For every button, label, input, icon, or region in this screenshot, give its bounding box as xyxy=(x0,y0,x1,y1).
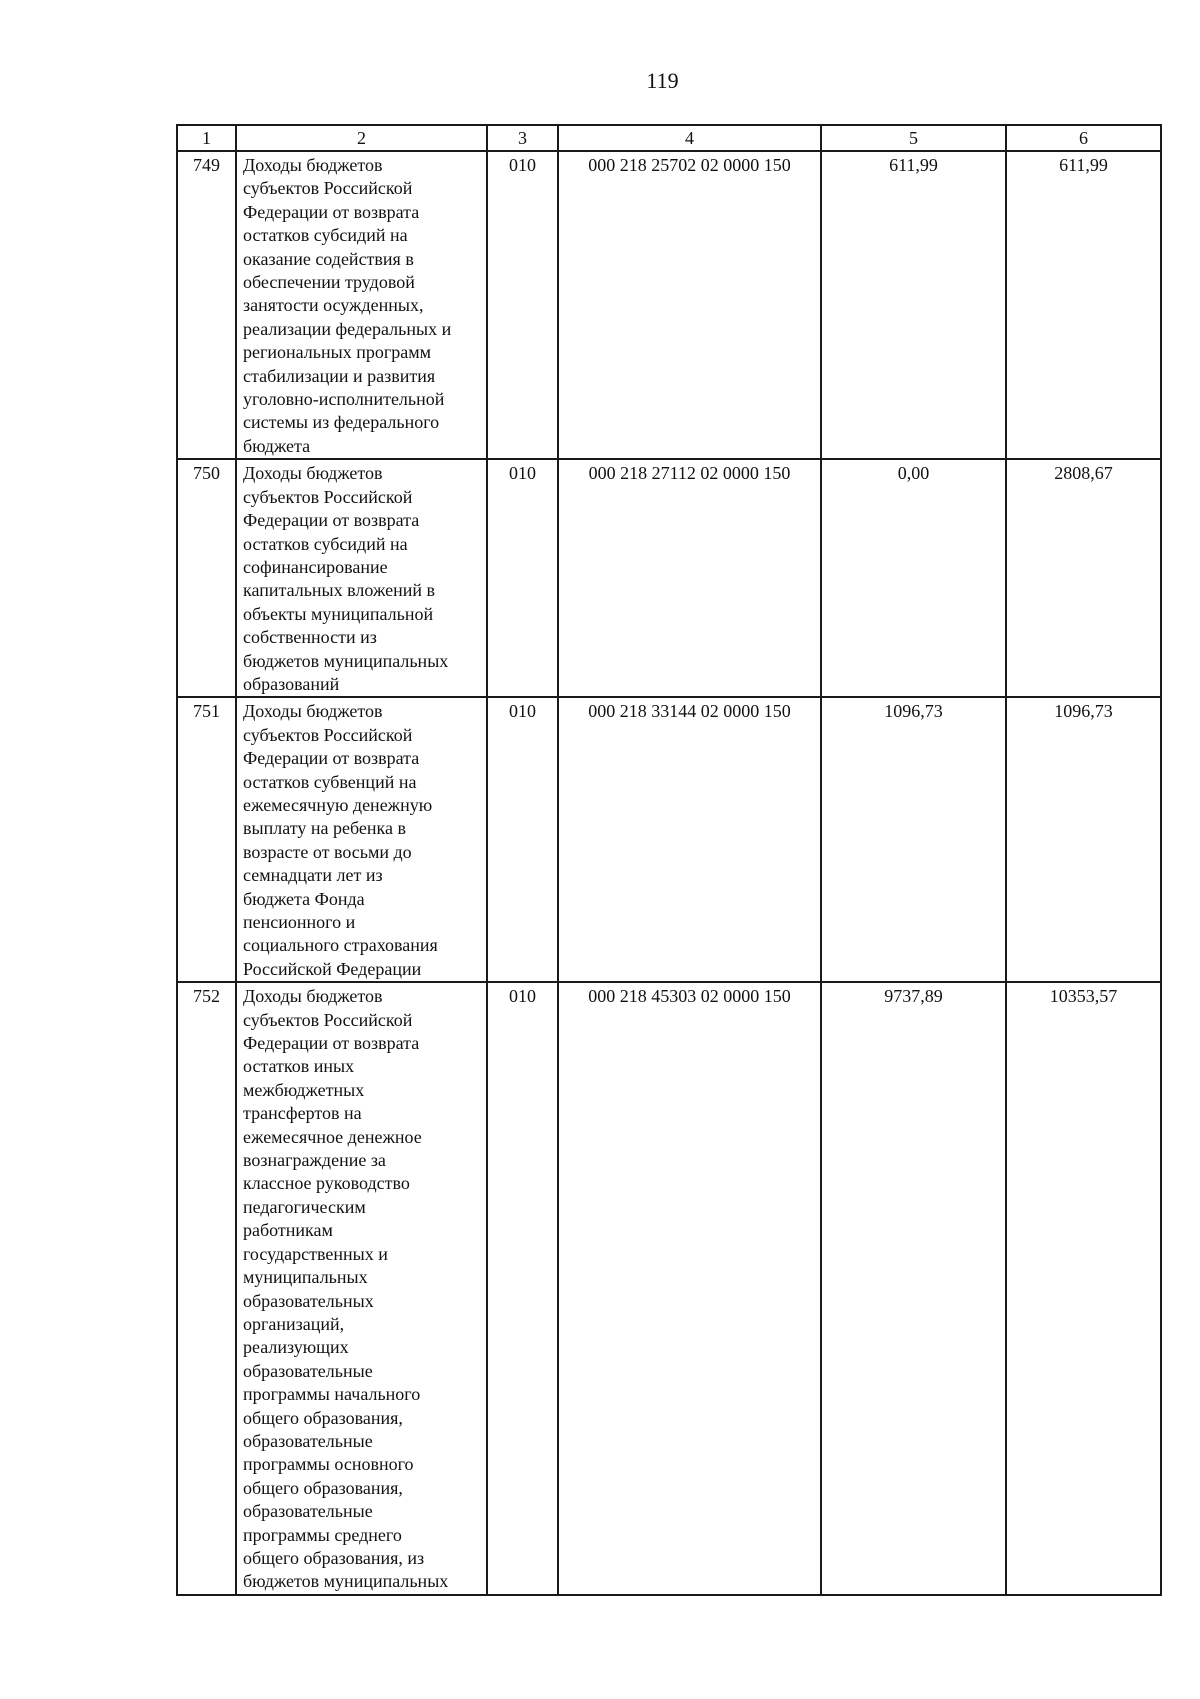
row-amount-col5: 611,99 xyxy=(821,151,1006,459)
header-row xyxy=(177,125,1161,151)
row-description xyxy=(236,459,487,697)
description-line: Федерации от возврата xyxy=(243,201,420,222)
header-cell-6: 6 xyxy=(1006,125,1161,151)
description-line: муниципальных xyxy=(243,1267,368,1288)
description-line: субъектов Российской xyxy=(243,724,413,745)
row-description xyxy=(236,982,487,1595)
description-line: образований xyxy=(243,673,340,694)
description-line: обеспечении трудовой xyxy=(243,272,415,293)
description-line: региональных программ xyxy=(243,342,431,363)
row-kbk-code: 000 218 45303 02 0000 150 xyxy=(558,982,821,1595)
description-line: межбюджетных xyxy=(243,1079,365,1100)
row-amount-col6: 2808,67 xyxy=(1006,459,1161,697)
description-line: образовательные xyxy=(243,1360,373,1381)
header-cell-1: 1 xyxy=(177,125,236,151)
row-kbk-code: 000 218 33144 02 0000 150 xyxy=(558,697,821,982)
description-line: семнадцати лет из xyxy=(243,865,383,886)
description-line: Доходы бюджетов xyxy=(243,701,383,722)
page-number: 119 xyxy=(646,68,679,93)
description-line: уголовно-исполнительной xyxy=(243,389,445,410)
row-admin-code: 010 xyxy=(487,697,558,982)
description-line: стабилизации и развития xyxy=(243,365,436,386)
row-admin-code: 010 xyxy=(487,459,558,697)
description-line: общего образования, xyxy=(243,1477,403,1498)
row-admin-code: 010 xyxy=(487,151,558,459)
row-description xyxy=(236,151,487,459)
table-row xyxy=(177,459,1161,697)
row-kbk-code: 000 218 27112 02 0000 150 xyxy=(558,459,821,697)
description-line: реализующих xyxy=(243,1337,349,1358)
table-body xyxy=(177,151,1161,1595)
header-cell-4: 4 xyxy=(558,125,821,151)
description-line: оказание содействия в xyxy=(243,248,414,269)
description-line: образовательные xyxy=(243,1430,373,1451)
row-amount-col5: 1096,73 xyxy=(821,697,1006,982)
row-amount-col6: 611,99 xyxy=(1006,151,1161,459)
description-line: остатков иных xyxy=(243,1056,355,1077)
description-line: педагогическим xyxy=(243,1196,366,1217)
description-line: остатков субвенций на xyxy=(243,771,417,792)
row-amount-col6: 10353,57 xyxy=(1006,982,1161,1595)
description-line: трансфертов на xyxy=(243,1103,362,1124)
description-line: бюджетов муниципальных xyxy=(243,1571,449,1592)
description-line: собственности из xyxy=(243,627,377,648)
row-amount-col5: 0,00 xyxy=(821,459,1006,697)
table-row xyxy=(177,151,1161,459)
row-kbk-code: 000 218 25702 02 0000 150 xyxy=(558,151,821,459)
row-amount-col5: 9737,89 xyxy=(821,982,1006,1595)
description-line: программы среднего xyxy=(243,1524,402,1545)
description-line: занятости осужденных, xyxy=(243,295,424,316)
description-line: субъектов Российской xyxy=(243,1009,413,1030)
row-number: 749 xyxy=(177,151,236,459)
description-line: остатков субсидий на xyxy=(243,225,408,246)
description-line: классное руководство xyxy=(243,1173,410,1194)
description-line: работникам xyxy=(243,1220,333,1241)
description-line: программы начального xyxy=(243,1384,421,1405)
description-line: софинансирование xyxy=(243,556,388,577)
description-line: системы из федерального xyxy=(243,412,440,433)
description-line: образовательных xyxy=(243,1290,374,1311)
header-cell-5: 5 xyxy=(821,125,1006,151)
description-line: образовательные xyxy=(243,1501,373,1522)
description-line: возрасте от восьми до xyxy=(243,841,412,862)
row-number: 752 xyxy=(177,982,236,1595)
description-line: бюджета Фонда xyxy=(243,888,365,909)
description-line: субъектов Российской xyxy=(243,486,413,507)
description-line: Федерации от возврата xyxy=(243,510,420,531)
description-line: Доходы бюджетов xyxy=(243,986,383,1007)
description-line: выплату на ребенка в xyxy=(243,818,406,839)
description-line: Доходы бюджетов xyxy=(243,463,383,484)
description-line: остатков субсидий на xyxy=(243,533,408,554)
row-admin-code: 010 xyxy=(487,982,558,1595)
description-line: реализации федеральных и xyxy=(243,318,452,339)
description-line: Российской Федерации xyxy=(243,958,422,979)
description-line: Федерации от возврата xyxy=(243,748,420,769)
header-cell-3: 3 xyxy=(487,125,558,151)
description-line: субъектов Российской xyxy=(243,178,413,199)
description-line: Доходы бюджетов xyxy=(243,155,383,175)
description-line: программы основного xyxy=(243,1454,414,1475)
budget-table xyxy=(176,124,1162,1596)
header-cell-2: 2 xyxy=(236,125,487,151)
description-line: бюджета xyxy=(243,435,311,456)
description-line: ежемесячное денежное xyxy=(243,1126,422,1147)
row-description xyxy=(236,697,487,982)
row-amount-col6: 1096,73 xyxy=(1006,697,1161,982)
description-line: ежемесячную денежную xyxy=(243,794,433,815)
row-number: 750 xyxy=(177,459,236,697)
description-line: общего образования, xyxy=(243,1407,403,1428)
description-line: капитальных вложений в xyxy=(243,580,436,601)
description-line: пенсионного и xyxy=(243,912,356,932)
description-line: Федерации от возврата xyxy=(243,1033,420,1054)
description-line: социального страхования xyxy=(243,935,438,956)
description-line: государственных и xyxy=(243,1243,388,1264)
row-number: 751 xyxy=(177,697,236,982)
description-line: бюджетов муниципальных xyxy=(243,650,449,671)
table-row xyxy=(177,697,1161,982)
description-line: объекты муниципальной xyxy=(243,603,434,624)
description-line: общего образования, из xyxy=(243,1547,425,1568)
table-row xyxy=(177,982,1161,1595)
description-line: организаций, xyxy=(243,1313,345,1334)
description-line: вознаграждение за xyxy=(243,1150,386,1171)
